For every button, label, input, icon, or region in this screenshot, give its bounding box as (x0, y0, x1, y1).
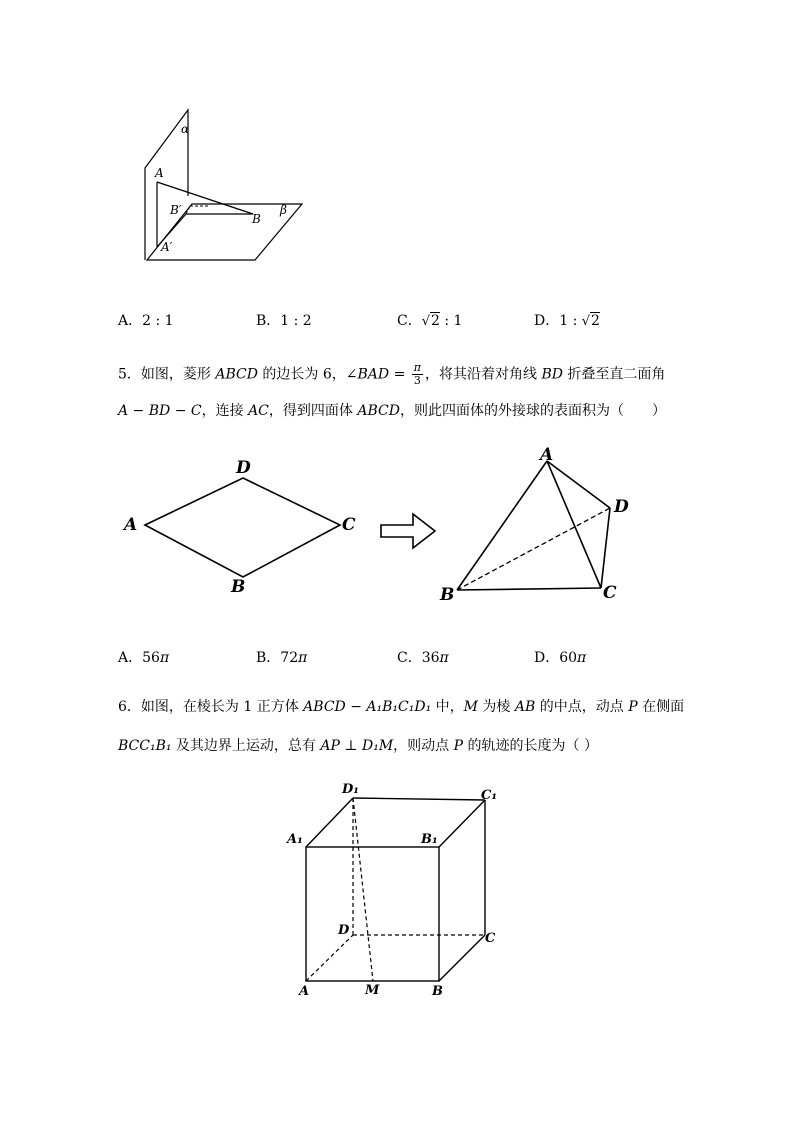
q6-math-p: P (628, 699, 638, 715)
label-A: A (155, 166, 164, 180)
q5-text: 5．如图，菱形 (118, 366, 216, 383)
q5-fraction (412, 362, 423, 387)
q5-text: 的边长为 6， (257, 366, 346, 383)
q5-math-bd: BD (541, 366, 563, 383)
q6-text: 中， (431, 699, 464, 715)
cube-label-D1: D₁ (342, 782, 359, 797)
q6-text: ，则动点 (393, 738, 454, 754)
q5-option-a-value: A．56 (118, 650, 160, 666)
q4-option-c-prefix: C． (397, 313, 422, 329)
q6-text: 在侧面 (637, 699, 685, 715)
q4-option-a: A．2 : 1 (118, 313, 174, 329)
q6-text: 及其边界上运动，总有 (171, 738, 321, 754)
q6-text: 为棱 (477, 699, 515, 715)
pi-symbol: π (159, 650, 170, 666)
cube-label-A1: A₁ (287, 832, 303, 847)
pi-symbol: π (439, 650, 449, 666)
q4-option-c-radicand: 2 (431, 313, 440, 329)
tetra-label-A: A (540, 445, 554, 465)
q5-text: ，得到四面体 (268, 403, 358, 419)
q5-text: ，将其沿着对角线 (425, 366, 542, 383)
rhombus-label-C: C (342, 515, 356, 535)
q6-math-cube: ABCD − A₁B₁C₁D₁ (303, 699, 432, 715)
cube-label-C: C (485, 931, 496, 946)
q5-frac-num: π (413, 361, 422, 374)
pi-symbol: π (298, 650, 308, 666)
q6-line-1 (118, 696, 684, 716)
q4-option-d-radicand: 2 (591, 313, 600, 329)
label-beta: β (280, 203, 287, 217)
tetra-label-D: D (614, 497, 629, 517)
q6-math-face: BCC₁B₁ (118, 738, 172, 754)
label-B-prime: B′ (170, 203, 182, 217)
q6-line-2 (118, 735, 598, 755)
q6-text: 6．如图，在棱长为 1 正方体 (118, 699, 304, 715)
cube-diagram (285, 780, 505, 1005)
label-B: B (252, 212, 261, 226)
q4-option-c-suffix: : 1 (439, 313, 463, 329)
q5-frac-den: 3 (413, 374, 421, 387)
figure-cube (285, 780, 505, 1005)
q6-text: 的轨迹的长度为（ ） (463, 738, 598, 754)
q5-line-1 (118, 362, 665, 387)
q4-option-d: D．1 : √2 (534, 313, 600, 329)
q6-math-condition: AP ⊥ D₁M (320, 738, 394, 754)
q5-option-b (256, 647, 307, 667)
rhombus-label-B: B (231, 577, 246, 597)
cube-label-C1: C₁ (481, 788, 498, 803)
q5-option-c-value: C．36 (397, 650, 440, 666)
q5-line-2 (118, 400, 666, 420)
cube-label-M: M (365, 983, 380, 998)
planes-diagram (130, 110, 320, 270)
q6-math-p: P (453, 738, 464, 754)
pi-symbol: π (577, 650, 587, 666)
q6-math-ab: AB (514, 699, 536, 715)
q5-math-dihedral: A − BD − C (118, 403, 202, 419)
q4-option-c: C．√2 : 1 (397, 313, 463, 329)
q5-math-abcd: ABCD (215, 366, 258, 383)
q4-option-b: B．1 : 2 (256, 313, 312, 329)
q5-option-c (397, 647, 449, 667)
q5-text: = (389, 366, 410, 383)
q6-math-m: M (463, 699, 478, 715)
q5-option-d (534, 647, 586, 667)
q5-option-a (118, 647, 169, 667)
figure-rhombus-fold (120, 445, 640, 605)
q5-option-b-value: B．72 (256, 650, 299, 666)
rhombus-label-A: A (124, 515, 138, 535)
q5-text: ，连接 (201, 403, 249, 419)
q5-option-d-value: D．60 (534, 650, 578, 666)
tetra-label-B: B (440, 585, 455, 605)
rhombus-fold-diagram (120, 445, 640, 605)
q5-math-abcd: ABCD (357, 403, 400, 419)
cube-label-D: D (338, 923, 350, 938)
figure-planes (130, 110, 320, 270)
q5-math-ac: AC (248, 403, 269, 419)
q6-text: 的中点，动点 (535, 699, 629, 715)
tetra-label-C: C (603, 583, 617, 603)
label-alpha: α (181, 122, 190, 136)
cube-label-B: B (432, 984, 443, 999)
cube-label-A: A (299, 984, 310, 999)
q5-text: 折叠至直二面角 (562, 366, 666, 383)
rhombus-label-D: D (236, 458, 251, 478)
cube-label-B1: B₁ (421, 832, 438, 847)
q4-option-d-prefix: D．1 : (534, 313, 582, 329)
label-A-prime: A′ (161, 240, 173, 254)
q5-math-angle: ∠BAD (345, 366, 390, 383)
q5-text: ，则此四面体的外接球的表面积为（ ） (399, 403, 666, 419)
